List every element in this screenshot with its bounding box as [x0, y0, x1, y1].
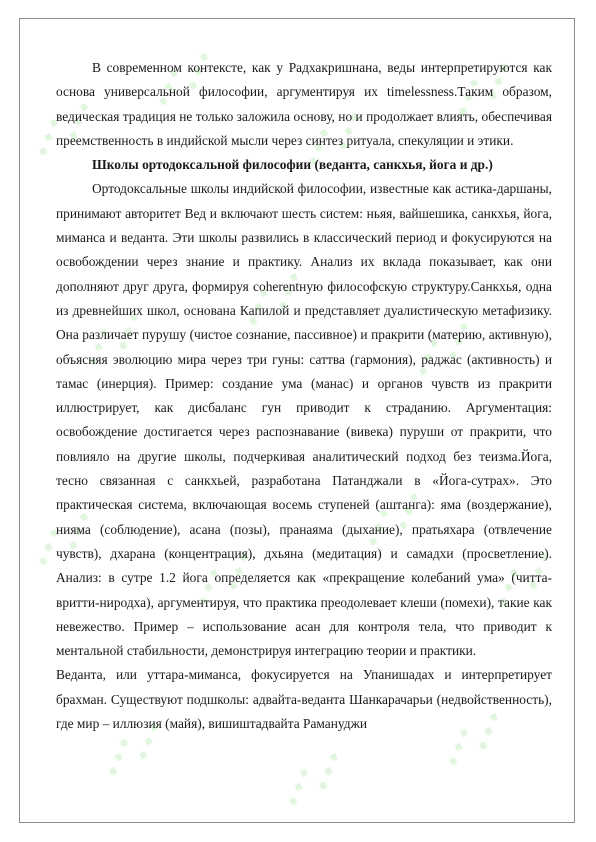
watermark-mark: ⋰⋰ [294, 106, 374, 174]
paragraph-orthodox-schools: Ортодоксальные школы индийской философии, известные как астика-даршаны, принимают авторитет Вед и включают шесть систем: ньяя, вайшешика, санкхья, йога, миманса и веданта. Эти школы развились в классический период и фокусируются на освобождении через знание и практику. Анализ их вклада показывает, как они дополняют друг друга, формируя coherentную философскую структуру.Санкхья, одна из древнейших школ, основана Капилой и представляет дуалистическую метафизику. Она различает пурушу (чистое сознание, пассивное) и пракрити (материю, активную), объясняя эволюцию мира через три гуны: саттва (гармония), раджас (активность) и тамас (инерция). Пример: создание ума (манас) и органов чувств из пракрити иллюстрирует, как дисбаланс гун приводит к страданию. Аргументация: освобождение достигается через распознавание (вивека) пуруши от пракрити, что повлияло на другие школы, подчеркивая аналитический подход без теизма.Йога, тесно связанная с санкхьей, разработана Патанджали в «Йога-сутрах». Это практическая система, включающая восемь ступеней (аштанга): яма (воздержание), нияма (соблюдение), асана (позы), пранаяма (дыхание), пратьяхара (отвлечение чувств), дхарана (концентрация), дхьяна (медитация) и самадхи (просветление). Анализ: в сутре 1.2 йога определяется как «прекращение колебаний ума» (читта-вритти-ниродха), аргументируя, что практика преодолевает клеши (помехи), такие как невежество. Пример – использование асан для контроля тела, что приводит к ментальной стабильности, демонстрируя интеграцию теории и практики. [56, 181, 552, 659]
watermark-mark: ⋰⋰ [354, 486, 434, 554]
watermark-mark: ⋰⋰ [404, 316, 484, 384]
watermark-mark: ⋰⋰ [444, 56, 524, 124]
section-heading: Школы ортодоксальной философии (веданта, санкхья, йога и др.) [92, 157, 493, 173]
watermark-mark: ⋰⋰ [94, 716, 174, 784]
watermark-mark: ⋰⋰ [184, 546, 264, 614]
watermark-mark: ⋰⋰ [144, 46, 224, 114]
watermark-mark: ⋰⋰ [274, 746, 354, 814]
paragraph-vedanta: Веданта, или уттара-миманса, фокусируется на Упанишадах и интерпретирует брахман. Существуют подшколы: адвайта-веданта Шанкарачарьи (недвойственность), где мир – иллюзия (майя), вишиштадвайта Рамануджи [56, 667, 552, 732]
watermark-mark: ⋰⋰ [234, 266, 314, 334]
watermark-mark: ⋰⋰ [434, 706, 514, 774]
watermark-mark: ⋰⋰ [74, 306, 154, 374]
paragraph-intro: В современном контексте, как у Радхакришнана, веды интерпретируются как основа универсальной философии, аргументируя их timelessness.Таким образом, ведическая традиция не только заложила основу, но и продолжает влиять, обеспечивая преемственность в индийской мысли через синтез ритуала, спекуляции и этики. [56, 60, 552, 148]
document-body [56, 56, 552, 736]
watermark-mark: ⋰⋰ [484, 546, 564, 614]
watermark-mark: ⋰⋰ [24, 506, 104, 574]
watermark-mark: ⋰⋰ [24, 96, 104, 164]
